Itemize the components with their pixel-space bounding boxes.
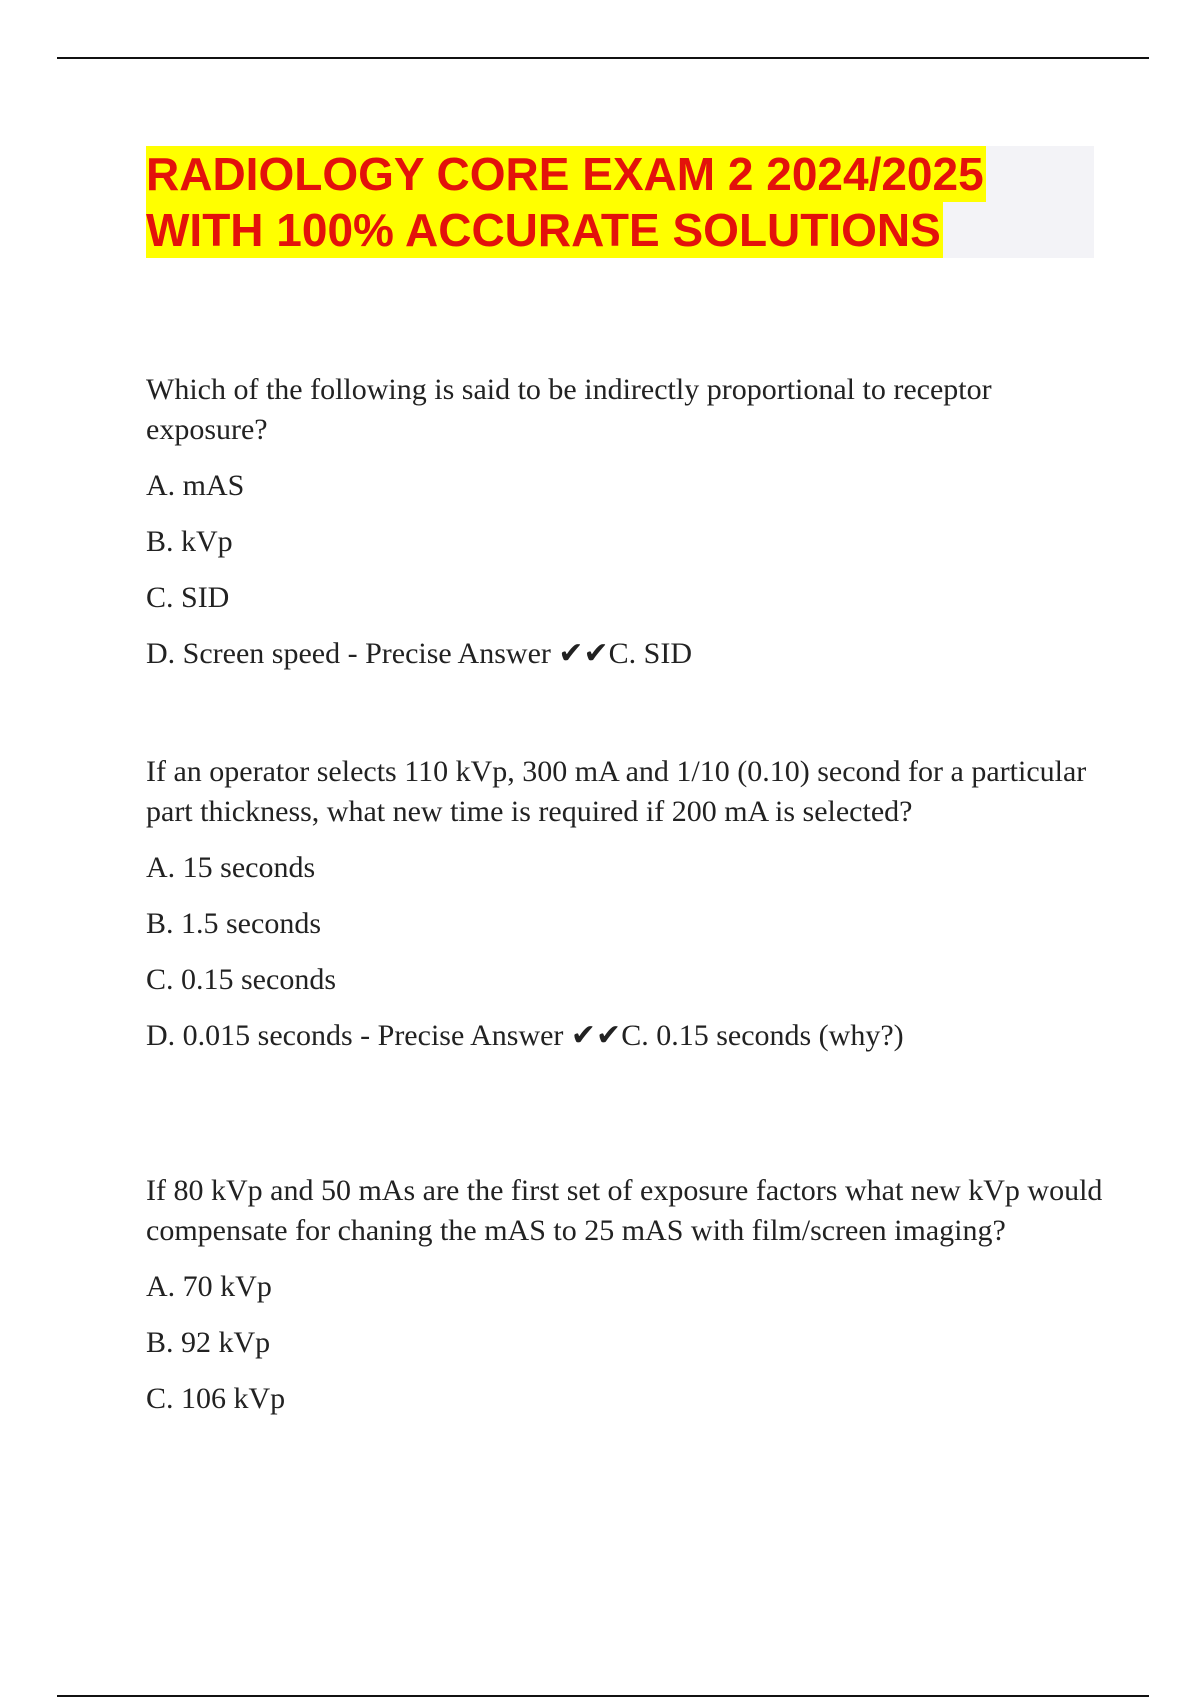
question-stem: Which of the following is said to be indirectly proportional to receptor exposure? (146, 373, 992, 446)
option: B. kVp (146, 525, 233, 558)
option: A. 70 kVp (146, 1270, 272, 1303)
option-with-answer: D. Screen speed - Precise Answer ✔✔C. SID (146, 637, 692, 670)
title-line-1: RADIOLOGY CORE EXAM 2 2024/2025 (146, 148, 984, 200)
question-2 (146, 752, 1106, 1072)
option: A. 15 seconds (146, 851, 316, 884)
question-3 (146, 1171, 1106, 1435)
question-1 (146, 370, 1106, 690)
question-stem: If 80 kVp and 50 mAs are the first set of exposure factors what new kVp would compensate for chaning the mAS to 25 mAS with film/screen imaging? (146, 1174, 1103, 1247)
header-rule (57, 57, 1149, 59)
question-stem: If an operator selects 110 kVp, 300 mA and 1/10 (0.10) second for a particular part thickness, what new time is required if 200 mA is selected? (146, 755, 1087, 828)
option: C. 106 kVp (146, 1382, 286, 1415)
option: A. mAS (146, 469, 245, 502)
option: C. SID (146, 581, 230, 614)
option-with-answer: D. 0.015 seconds - Precise Answer ✔✔C. 0.15 seconds (why?) (146, 1019, 904, 1052)
option: C. 0.15 seconds (146, 963, 336, 996)
footer-rule (57, 1695, 1149, 1697)
title-line-2: WITH 100% ACCURATE SOLUTIONS (146, 204, 941, 256)
option: B. 1.5 seconds (146, 907, 321, 940)
document-title (146, 146, 986, 258)
option: B. 92 kVp (146, 1326, 271, 1359)
